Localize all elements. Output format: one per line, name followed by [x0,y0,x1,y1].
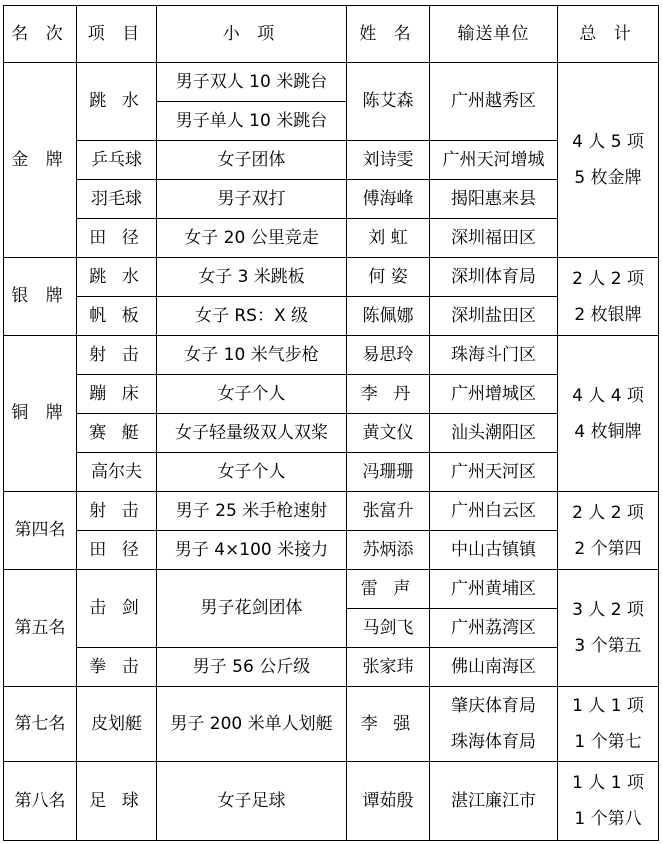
name-cell: 李 强 [347,687,430,762]
total-fourth [558,492,659,570]
event-cell: 男子 56 公斤级 [157,648,347,687]
name-cell: 李 丹 [347,375,430,414]
name-cell: 傅海峰 [347,180,430,219]
table-row [4,762,659,841]
total-eighth [558,762,659,841]
sport-cell: 羽毛球 [77,180,157,219]
sport-cell: 蹦 床 [77,375,157,414]
event-cell: 男子单人 10 米跳台 [157,102,347,141]
header-event: 小 项 [157,6,347,63]
name-cell: 刘 虹 [347,219,430,258]
unit-cell: 汕头潮阳区 [430,414,558,453]
total-fifth [558,570,659,687]
event-cell: 女子 20 公里竞走 [157,219,347,258]
sport-cell: 赛 艇 [77,414,157,453]
name-cell: 冯珊珊 [347,453,430,492]
header-name: 姓 名 [347,6,430,63]
header-unit: 输送单位 [430,6,558,63]
header-total: 总 计 [558,6,659,63]
rank-eighth: 第八名 [4,762,77,841]
name-cell: 陈艾森 [347,63,430,141]
unit-cell: 深圳福田区 [430,219,558,258]
sport-cell: 跳 水 [77,258,157,297]
event-cell: 男子花剑团体 [157,570,347,648]
unit-cell: 广州越秀区 [430,63,558,141]
sport-cell: 拳 击 [77,648,157,687]
event-cell: 女子 10 米气步枪 [157,336,347,375]
header-sport: 项 目 [77,6,157,63]
name-cell: 黄文仪 [347,414,430,453]
sport-cell: 帆 板 [77,297,157,336]
unit-cell: 广州白云区 [430,492,558,531]
name-cell: 马剑飞 [347,609,430,648]
name-cell: 苏炳添 [347,531,430,570]
event-cell: 男子 200 米单人划艇 [157,687,347,762]
total-line: 2 人 2 项 [572,502,644,523]
unit-cell: 广州天河增城 [430,141,558,180]
name-cell: 雷 声 [347,570,430,609]
unit-cell: 广州天河区 [430,453,558,492]
total-line: 2 个第四 [574,538,642,559]
unit-cell [430,687,558,762]
total-silver [558,258,659,336]
name-cell: 张家玮 [347,648,430,687]
event-cell: 女子 3 米跳板 [157,258,347,297]
sport-cell: 射 击 [77,492,157,531]
event-cell: 女子 RS：X 级 [157,297,347,336]
unit-cell: 中山古镇镇 [430,531,558,570]
total-bronze [558,336,659,492]
header-row [4,6,659,63]
event-cell: 男子双人 10 米跳台 [157,63,347,102]
name-cell: 陈佩娜 [347,297,430,336]
header-rank: 名 次 [4,6,77,63]
total-line: 3 个第五 [574,636,642,656]
total-line: 4 枚铜牌 [574,421,642,442]
rank-fourth: 第四名 [4,492,77,570]
table-row [4,336,659,375]
total-seventh [558,687,659,762]
sport-cell: 跳 水 [77,63,157,141]
total-line: 1 个第七 [574,732,642,752]
total-line: 2 枚银牌 [574,304,642,325]
name-cell: 易思玲 [347,336,430,375]
name-cell: 张富升 [347,492,430,531]
unit-cell: 佛山南海区 [430,648,558,687]
total-line: 3 人 2 项 [572,600,644,620]
rank-bronze: 铜 牌 [4,336,77,492]
sport-cell: 皮划艇 [77,687,157,762]
total-line: 1 个第八 [574,809,642,829]
sport-cell: 乒乓球 [77,141,157,180]
sport-cell: 足 球 [77,762,157,841]
table-row [4,258,659,297]
sport-cell: 田 径 [77,531,157,570]
event-cell: 男子 25 米手枪速射 [157,492,347,531]
unit-line: 肇庆体育局 [451,696,536,716]
name-cell: 谭茹殷 [347,762,430,841]
event-cell: 女子个人 [157,453,347,492]
table-row [4,570,659,609]
event-cell: 女子轻量级双人双桨 [157,414,347,453]
event-cell: 女子个人 [157,375,347,414]
rank-seventh: 第七名 [4,687,77,762]
unit-cell: 深圳盐田区 [430,297,558,336]
name-cell: 何 姿 [347,258,430,297]
event-cell: 男子双打 [157,180,347,219]
unit-line: 珠海体育局 [451,732,536,752]
table-row [4,687,659,762]
total-line: 5 枚金牌 [574,168,642,188]
total-line: 4 人 5 项 [572,132,644,152]
sport-cell: 射 击 [77,336,157,375]
unit-cell: 广州黄埔区 [430,570,558,609]
unit-cell: 广州荔湾区 [430,609,558,648]
rank-gold: 金 牌 [4,63,77,258]
total-line: 1 人 1 项 [572,773,644,793]
rank-silver: 银 牌 [4,258,77,336]
medal-table [3,5,659,841]
table-row [4,492,659,531]
total-line: 1 人 1 项 [572,696,644,716]
unit-cell: 广州增城区 [430,375,558,414]
unit-cell: 珠海斗门区 [430,336,558,375]
unit-cell: 深圳体育局 [430,258,558,297]
total-line: 4 人 4 项 [572,385,644,406]
total-line: 2 人 2 项 [572,268,644,289]
event-cell: 女子团体 [157,141,347,180]
unit-cell: 揭阳惠来县 [430,180,558,219]
sport-cell: 高尔夫 [77,453,157,492]
total-gold [558,63,659,258]
event-cell: 女子足球 [157,762,347,841]
sport-cell: 击 剑 [77,570,157,648]
table-row [4,63,659,102]
sport-cell: 田 径 [77,219,157,258]
name-cell: 刘诗雯 [347,141,430,180]
unit-cell: 湛江廉江市 [430,762,558,841]
event-cell: 男子 4×100 米接力 [157,531,347,570]
rank-fifth: 第五名 [4,570,77,687]
